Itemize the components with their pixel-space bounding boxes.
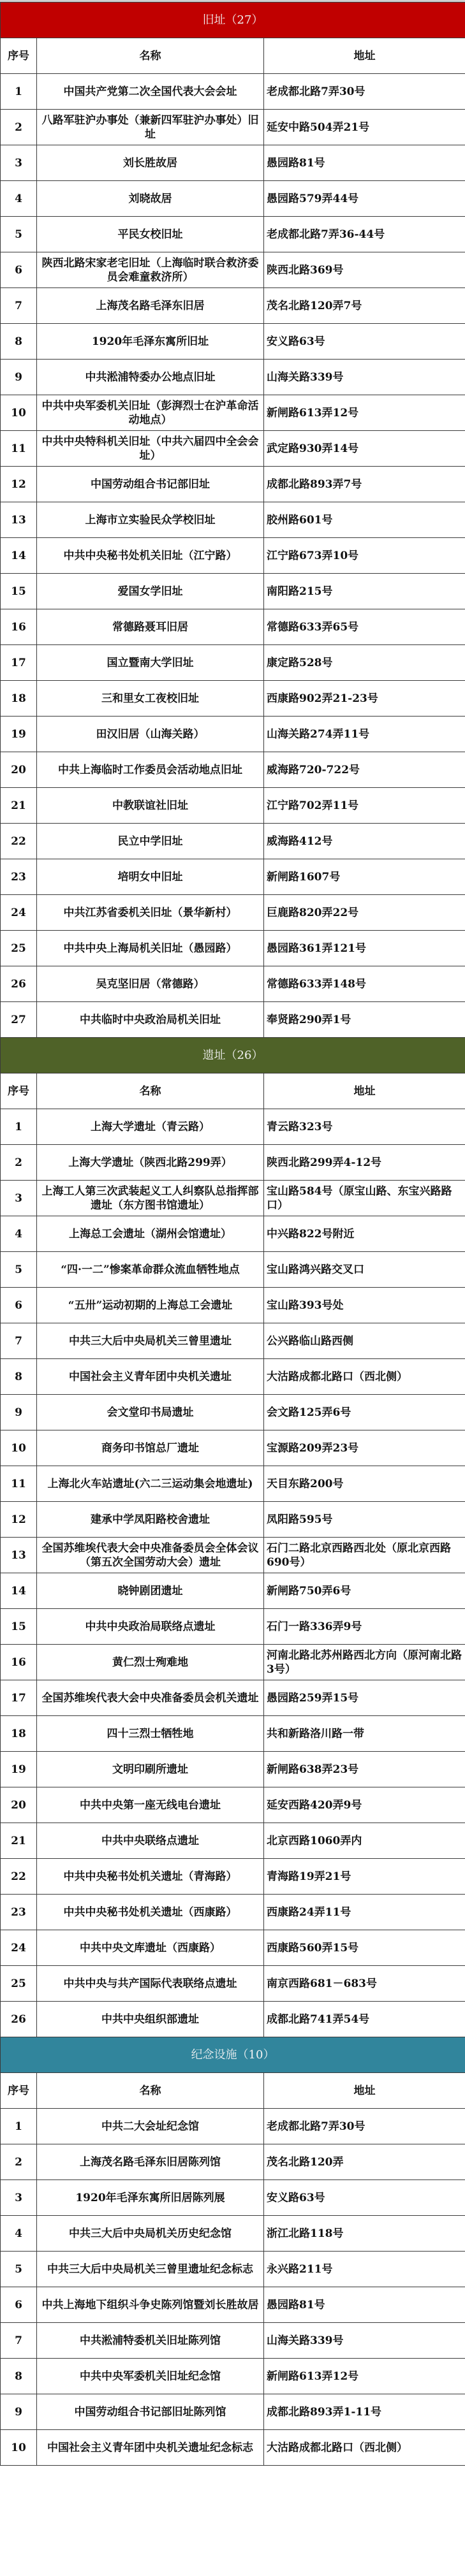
table-row bbox=[1, 1359, 465, 1395]
site-name: 晓钟剧团遗址 bbox=[37, 1573, 264, 1609]
table-row bbox=[1, 717, 465, 752]
row-index: 6 bbox=[1, 2287, 37, 2323]
table-row bbox=[1, 2287, 465, 2323]
row-index: 2 bbox=[1, 2144, 37, 2180]
site-address: 成都北路893弄1-11号 bbox=[264, 2394, 465, 2430]
table-row bbox=[1, 502, 465, 538]
site-address: 愚园路81号 bbox=[264, 145, 465, 181]
row-index: 17 bbox=[1, 645, 37, 681]
table-row bbox=[1, 217, 465, 252]
row-index: 3 bbox=[1, 2180, 37, 2216]
table-row bbox=[1, 74, 465, 110]
site-address: 安义路63号 bbox=[264, 324, 465, 360]
site-address: 南阳路215号 bbox=[264, 574, 465, 609]
row-index: 7 bbox=[1, 1323, 37, 1359]
site-name: 中共中央组织部遗址 bbox=[37, 2002, 264, 2037]
row-index: 15 bbox=[1, 1609, 37, 1645]
site-name: 建承中学凤阳路校舍遗址 bbox=[37, 1502, 264, 1538]
table-row bbox=[1, 324, 465, 360]
row-index: 14 bbox=[1, 538, 37, 574]
site-name: 黄仁烈士殉难地 bbox=[37, 1645, 264, 1680]
site-name: 中共淞浦特委办公地点旧址 bbox=[37, 360, 264, 395]
table-row bbox=[1, 2144, 465, 2180]
site-name: 全国苏维埃代表大会中央准备委员会机关遗址 bbox=[37, 1680, 264, 1716]
site-name: 平民女校旧址 bbox=[37, 217, 264, 252]
table-row bbox=[1, 1859, 465, 1895]
site-address: 成都北路741弄54号 bbox=[264, 2002, 465, 2037]
site-address: 青海路19弄21号 bbox=[264, 1859, 465, 1895]
table-row bbox=[1, 2180, 465, 2216]
site-name: 全国苏维埃代表大会中央准备委员会全体会议（第五次全国劳动大会）遗址 bbox=[37, 1538, 264, 1573]
row-index: 26 bbox=[1, 966, 37, 1002]
site-address: 武定路930弄14号 bbox=[264, 431, 465, 467]
site-name: 商务印书馆总厂遗址 bbox=[37, 1430, 264, 1466]
site-name: 中共上海临时工作委员会活动地点旧址 bbox=[37, 752, 264, 788]
row-index: 11 bbox=[1, 431, 37, 467]
site-address: 威海路412号 bbox=[264, 824, 465, 859]
row-index: 14 bbox=[1, 1573, 37, 1609]
table-row bbox=[1, 2109, 465, 2144]
site-address: 天目东路200号 bbox=[264, 1466, 465, 1502]
site-address: 常德路633弄65号 bbox=[264, 609, 465, 645]
site-address: 石门二路北京西路西北处（原北京西路690号） bbox=[264, 1538, 465, 1573]
site-address: 陕西北路299弄4-12号 bbox=[264, 1145, 465, 1181]
table-row bbox=[1, 681, 465, 717]
row-index: 2 bbox=[1, 1145, 37, 1181]
site-address: 老成都北路7弄30号 bbox=[264, 2109, 465, 2144]
table-row bbox=[1, 2216, 465, 2252]
site-address: 老成都北路7弄36-44号 bbox=[264, 217, 465, 252]
table-row bbox=[1, 931, 465, 966]
header-index: 序号 bbox=[1, 1073, 37, 1109]
site-name: 上海大学遗址（陕西北路299弄） bbox=[37, 1145, 264, 1181]
table-row bbox=[1, 1466, 465, 1502]
row-index: 21 bbox=[1, 788, 37, 824]
site-name: 三和里女工夜校旧址 bbox=[37, 681, 264, 717]
site-name: 田汉旧居（山海关路） bbox=[37, 717, 264, 752]
table-row bbox=[1, 1002, 465, 1038]
section-title: 旧址（27） bbox=[1, 3, 465, 38]
table-row bbox=[1, 1395, 465, 1430]
site-address: 新闸路750弄6号 bbox=[264, 1573, 465, 1609]
site-address: 会文路125弄6号 bbox=[264, 1395, 465, 1430]
row-index: 20 bbox=[1, 1787, 37, 1823]
site-name: 上海工人第三次武装起义工人纠察队总指挥部遗址（东方图书馆遗址） bbox=[37, 1181, 264, 1216]
site-name: 中共中央上海局机关旧址（愚园路） bbox=[37, 931, 264, 966]
site-name: 爱国女学旧址 bbox=[37, 574, 264, 609]
row-index: 8 bbox=[1, 2359, 37, 2394]
row-index: 23 bbox=[1, 1895, 37, 1930]
site-address: 宝山路393号处 bbox=[264, 1288, 465, 1323]
site-address: 青云路323号 bbox=[264, 1109, 465, 1145]
table-row bbox=[1, 609, 465, 645]
site-name: 中国劳动组合书记部旧址陈列馆 bbox=[37, 2394, 264, 2430]
site-address: 新闸路1607号 bbox=[264, 859, 465, 895]
row-index: 17 bbox=[1, 1680, 37, 1716]
row-index: 21 bbox=[1, 1823, 37, 1859]
site-name: 中共中央与共产国际代表联络点遗址 bbox=[37, 1966, 264, 2002]
site-address: 新闸路613弄12号 bbox=[264, 395, 465, 431]
row-index: 16 bbox=[1, 609, 37, 645]
row-index: 15 bbox=[1, 574, 37, 609]
table-row bbox=[1, 1573, 465, 1609]
site-name: 上海大学遗址（青云路） bbox=[37, 1109, 264, 1145]
site-address: 北京西路1060弄内 bbox=[264, 1823, 465, 1859]
site-address: 大沽路成都北路口（西北侧） bbox=[264, 2430, 465, 2466]
table-row bbox=[1, 1752, 465, 1787]
site-address: 康定路528号 bbox=[264, 645, 465, 681]
row-index: 4 bbox=[1, 181, 37, 217]
site-name: 培明女中旧址 bbox=[37, 859, 264, 895]
row-index: 2 bbox=[1, 110, 37, 145]
site-address: 宝源路209弄23号 bbox=[264, 1430, 465, 1466]
site-name: 文明印刷所遗址 bbox=[37, 1752, 264, 1787]
row-index: 19 bbox=[1, 717, 37, 752]
row-index: 20 bbox=[1, 752, 37, 788]
site-address: 成都北路893弄7号 bbox=[264, 467, 465, 502]
revolutionary-sites-table bbox=[0, 2, 465, 2466]
table-row bbox=[1, 1609, 465, 1645]
row-index: 5 bbox=[1, 2252, 37, 2287]
site-name: 中共中央秘书处机关旧址（江宁路） bbox=[37, 538, 264, 574]
site-address: 愚园路361弄121号 bbox=[264, 931, 465, 966]
site-address: 西康路902弄21-23号 bbox=[264, 681, 465, 717]
site-name: 中共三大后中央局机关历史纪念馆 bbox=[37, 2216, 264, 2252]
site-name: 1920年毛泽东寓所旧居陈列展 bbox=[37, 2180, 264, 2216]
row-index: 24 bbox=[1, 1930, 37, 1966]
site-name: 中共中央军委机关旧址（彭湃烈士在沪革命活动地点） bbox=[37, 395, 264, 431]
row-index: 4 bbox=[1, 1216, 37, 1252]
row-index: 10 bbox=[1, 2430, 37, 2466]
row-index: 10 bbox=[1, 395, 37, 431]
site-address: 江宁路702弄11号 bbox=[264, 788, 465, 824]
site-address: 常德路633弄148号 bbox=[264, 966, 465, 1002]
site-address: 老成都北路7弄30号 bbox=[264, 74, 465, 110]
table-row bbox=[1, 1216, 465, 1252]
site-address: 河南北路北苏州路西北方向（原河南北路3号） bbox=[264, 1645, 465, 1680]
row-index: 27 bbox=[1, 1002, 37, 1038]
site-address: 山海关路339号 bbox=[264, 2323, 465, 2359]
header-index: 序号 bbox=[1, 2073, 37, 2109]
table-row bbox=[1, 1680, 465, 1716]
site-address: 宝山路鸿兴路交叉口 bbox=[264, 1252, 465, 1288]
site-address: 山海关路339号 bbox=[264, 360, 465, 395]
column-header-row bbox=[1, 38, 465, 74]
table-row bbox=[1, 1145, 465, 1181]
row-index: 3 bbox=[1, 1181, 37, 1216]
site-name: 中共上海地下组织斗争史陈列馆暨刘长胜故居 bbox=[37, 2287, 264, 2323]
site-name: 中共三大后中央局机关三曾里遗址 bbox=[37, 1323, 264, 1359]
site-name: 中共三大后中央局机关三曾里遗址纪念标志 bbox=[37, 2252, 264, 2287]
site-name: 刘长胜故居 bbox=[37, 145, 264, 181]
table-row bbox=[1, 2394, 465, 2430]
site-name: 四十三烈士牺牲地 bbox=[37, 1716, 264, 1752]
site-address: 浙江北路118号 bbox=[264, 2216, 465, 2252]
site-address: 新闸路638弄23号 bbox=[264, 1752, 465, 1787]
section-title: 遗址（26） bbox=[1, 1038, 465, 1073]
site-name: 中共中央军委机关旧址纪念馆 bbox=[37, 2359, 264, 2394]
header-address: 地址 bbox=[264, 38, 465, 74]
row-index: 18 bbox=[1, 681, 37, 717]
site-address: 江宁路673弄10号 bbox=[264, 538, 465, 574]
row-index: 6 bbox=[1, 252, 37, 288]
site-name: 中共中央文库遗址（西康路） bbox=[37, 1930, 264, 1966]
site-address: 南京西路681－683号 bbox=[264, 1966, 465, 2002]
table-row bbox=[1, 467, 465, 502]
table-row bbox=[1, 2002, 465, 2037]
site-name: “五卅”运动初期的上海总工会遗址 bbox=[37, 1288, 264, 1323]
site-name: 陕西北路宋家老宅旧址（上海临时联合救济委员会难童救济所） bbox=[37, 252, 264, 288]
site-name: 中国社会主义青年团中央机关遗址纪念标志 bbox=[37, 2430, 264, 2466]
row-index: 12 bbox=[1, 1502, 37, 1538]
table-row bbox=[1, 1645, 465, 1680]
table-row bbox=[1, 110, 465, 145]
site-address: 共和新路洛川路一带 bbox=[264, 1716, 465, 1752]
row-index: 9 bbox=[1, 360, 37, 395]
row-index: 6 bbox=[1, 1288, 37, 1323]
site-name: 中共中央秘书处机关遗址（青海路） bbox=[37, 1859, 264, 1895]
row-index: 1 bbox=[1, 2109, 37, 2144]
table-row bbox=[1, 1181, 465, 1216]
row-index: 5 bbox=[1, 217, 37, 252]
site-name: 中共二大会址纪念馆 bbox=[37, 2109, 264, 2144]
row-index: 19 bbox=[1, 1752, 37, 1787]
table-row bbox=[1, 1930, 465, 1966]
site-name: “四·一二”惨案革命群众流血牺牲地点 bbox=[37, 1252, 264, 1288]
site-name: 上海茂名路毛泽东旧居陈列馆 bbox=[37, 2144, 264, 2180]
site-name: 上海市立实验民众学校旧址 bbox=[37, 502, 264, 538]
table-row bbox=[1, 574, 465, 609]
site-name: 1920年毛泽东寓所旧址 bbox=[37, 324, 264, 360]
table-row bbox=[1, 2359, 465, 2394]
table-row bbox=[1, 1252, 465, 1288]
table-row bbox=[1, 824, 465, 859]
site-name: 国立暨南大学旧址 bbox=[37, 645, 264, 681]
site-name: 八路军驻沪办事处（兼新四军驻沪办事处）旧址 bbox=[37, 110, 264, 145]
header-index: 序号 bbox=[1, 38, 37, 74]
table-row bbox=[1, 1787, 465, 1823]
table-row bbox=[1, 1716, 465, 1752]
row-index: 11 bbox=[1, 1466, 37, 1502]
site-address: 宝山路584号（原宝山路、东宝兴路路口） bbox=[264, 1181, 465, 1216]
column-header-row bbox=[1, 1073, 465, 1109]
table-row bbox=[1, 145, 465, 181]
table-row bbox=[1, 252, 465, 288]
table-row bbox=[1, 1430, 465, 1466]
site-name: 上海总工会遗址（湖州会馆遗址） bbox=[37, 1216, 264, 1252]
column-header-row bbox=[1, 2073, 465, 2109]
row-index: 24 bbox=[1, 895, 37, 931]
site-address: 凤阳路595号 bbox=[264, 1502, 465, 1538]
site-name: 中国共产党第二次全国代表大会会址 bbox=[37, 74, 264, 110]
header-name: 名称 bbox=[37, 1073, 264, 1109]
table-row bbox=[1, 431, 465, 467]
table-row bbox=[1, 1895, 465, 1930]
site-name: 吴克坚旧居（常德路） bbox=[37, 966, 264, 1002]
table-row bbox=[1, 538, 465, 574]
table-row bbox=[1, 645, 465, 681]
row-index: 3 bbox=[1, 145, 37, 181]
site-name: 中共中央第一座无线电台遗址 bbox=[37, 1787, 264, 1823]
row-index: 7 bbox=[1, 288, 37, 324]
section-band-row bbox=[1, 2037, 465, 2073]
site-address: 中兴路822号附近 bbox=[264, 1216, 465, 1252]
header-name: 名称 bbox=[37, 38, 264, 74]
site-name: 中共淞浦特委机关旧址陈列馆 bbox=[37, 2323, 264, 2359]
site-address: 愚园路81号 bbox=[264, 2287, 465, 2323]
section-band-row bbox=[1, 1038, 465, 1073]
site-address: 延安中路504弄21号 bbox=[264, 110, 465, 145]
site-name: 中共中央政治局联络点遗址 bbox=[37, 1609, 264, 1645]
site-name: 中共中央特科机关旧址（中共六届四中全会会址） bbox=[37, 431, 264, 467]
site-name: 常德路聂耳旧居 bbox=[37, 609, 264, 645]
section-title: 纪念设施（10） bbox=[1, 2037, 465, 2073]
table-row bbox=[1, 2252, 465, 2287]
site-name: 中教联谊社旧址 bbox=[37, 788, 264, 824]
table-row bbox=[1, 2323, 465, 2359]
row-index: 8 bbox=[1, 324, 37, 360]
site-address: 石门一路336弄9号 bbox=[264, 1609, 465, 1645]
site-name: 上海北火车站遗址(六二三运动集会地遗址) bbox=[37, 1466, 264, 1502]
site-name: 刘晓故居 bbox=[37, 181, 264, 217]
table-row bbox=[1, 1823, 465, 1859]
row-index: 1 bbox=[1, 1109, 37, 1145]
row-index: 8 bbox=[1, 1359, 37, 1395]
site-address: 陕西北路369号 bbox=[264, 252, 465, 288]
site-address: 胶州路601号 bbox=[264, 502, 465, 538]
row-index: 12 bbox=[1, 467, 37, 502]
site-address: 愚园路259弄15号 bbox=[264, 1680, 465, 1716]
row-index: 5 bbox=[1, 1252, 37, 1288]
row-index: 7 bbox=[1, 2323, 37, 2359]
site-address: 安义路63号 bbox=[264, 2180, 465, 2216]
site-name: 中共中央联络点遗址 bbox=[37, 1823, 264, 1859]
site-address: 奉贤路290弄1号 bbox=[264, 1002, 465, 1038]
site-address: 新闸路613弄12号 bbox=[264, 2359, 465, 2394]
row-index: 9 bbox=[1, 2394, 37, 2430]
header-name: 名称 bbox=[37, 2073, 264, 2109]
site-address: 愚园路579弄44号 bbox=[264, 181, 465, 217]
row-index: 22 bbox=[1, 824, 37, 859]
row-index: 22 bbox=[1, 1859, 37, 1895]
site-address: 大沽路成都北路口（西北侧） bbox=[264, 1359, 465, 1395]
table-row bbox=[1, 288, 465, 324]
table-row bbox=[1, 2430, 465, 2466]
site-address: 延安西路420弄9号 bbox=[264, 1787, 465, 1823]
row-index: 9 bbox=[1, 1395, 37, 1430]
table-row bbox=[1, 752, 465, 788]
site-name: 上海茂名路毛泽东旧居 bbox=[37, 288, 264, 324]
row-index: 25 bbox=[1, 1966, 37, 2002]
row-index: 16 bbox=[1, 1645, 37, 1680]
row-index: 25 bbox=[1, 931, 37, 966]
site-name: 中国社会主义青年团中央机关遗址 bbox=[37, 1359, 264, 1395]
site-address: 茂名北路120弄 bbox=[264, 2144, 465, 2180]
table-row bbox=[1, 1323, 465, 1359]
site-address: 山海关路274弄11号 bbox=[264, 717, 465, 752]
row-index: 13 bbox=[1, 1538, 37, 1573]
row-index: 1 bbox=[1, 74, 37, 110]
table-row bbox=[1, 360, 465, 395]
site-address: 永兴路211号 bbox=[264, 2252, 465, 2287]
section-band-row bbox=[1, 3, 465, 38]
table-row bbox=[1, 895, 465, 931]
table-body bbox=[1, 3, 465, 2466]
site-address: 威海路720-722号 bbox=[264, 752, 465, 788]
site-address: 西康路24弄11号 bbox=[264, 1895, 465, 1930]
site-name: 中共临时中央政治局机关旧址 bbox=[37, 1002, 264, 1038]
header-address: 地址 bbox=[264, 1073, 465, 1109]
table-row bbox=[1, 1109, 465, 1145]
site-name: 中共江苏省委机关旧址（景华新村） bbox=[37, 895, 264, 931]
row-index: 26 bbox=[1, 2002, 37, 2037]
site-name: 中国劳动组合书记部旧址 bbox=[37, 467, 264, 502]
table-row bbox=[1, 1966, 465, 2002]
site-name: 中共中央秘书处机关遗址（西康路） bbox=[37, 1895, 264, 1930]
table-row bbox=[1, 395, 465, 431]
site-address: 西康路560弄15号 bbox=[264, 1930, 465, 1966]
site-address: 巨鹿路820弄22号 bbox=[264, 895, 465, 931]
site-name: 会文堂印书局遗址 bbox=[37, 1395, 264, 1430]
row-index: 10 bbox=[1, 1430, 37, 1466]
row-index: 4 bbox=[1, 2216, 37, 2252]
site-address: 茂名北路120弄7号 bbox=[264, 288, 465, 324]
site-address: 公兴路临山路西侧 bbox=[264, 1323, 465, 1359]
header-address: 地址 bbox=[264, 2073, 465, 2109]
table-row bbox=[1, 788, 465, 824]
site-name: 民立中学旧址 bbox=[37, 824, 264, 859]
table-row bbox=[1, 181, 465, 217]
table-row bbox=[1, 966, 465, 1002]
table-row bbox=[1, 859, 465, 895]
row-index: 18 bbox=[1, 1716, 37, 1752]
table-row bbox=[1, 1538, 465, 1573]
row-index: 13 bbox=[1, 502, 37, 538]
table-row bbox=[1, 1288, 465, 1323]
row-index: 23 bbox=[1, 859, 37, 895]
table-row bbox=[1, 1502, 465, 1538]
